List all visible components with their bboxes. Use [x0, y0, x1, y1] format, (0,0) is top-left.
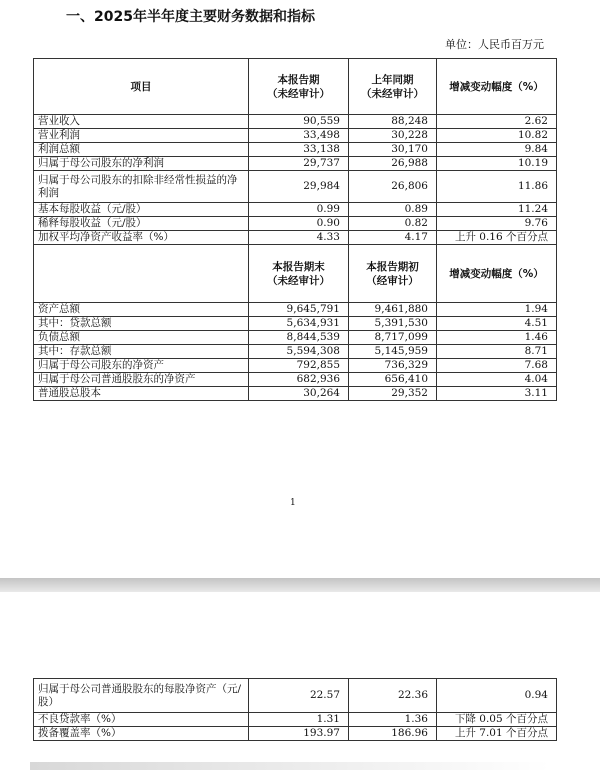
table-row [34, 387, 557, 401]
row-label: 加权平均净资产收益率（%） [34, 231, 249, 245]
row-value-prior: 30,170 [349, 143, 437, 157]
table-row [34, 679, 557, 713]
row-label: 其中：贷款总额 [34, 317, 249, 331]
table-header-row [34, 245, 557, 303]
row-value-current: 90,559 [249, 115, 349, 129]
table-header-row [34, 59, 557, 115]
row-value-current: 9,645,791 [249, 303, 349, 317]
row-value-change: 1.94 [437, 303, 557, 317]
unit-label: 单位：人民币百万元 [445, 38, 544, 51]
row-label: 不良贷款率（%） [34, 713, 249, 727]
section-title: 一、2025年半年度主要财务数据和指标 [66, 9, 315, 25]
header-line: 本报告期 （未经审计） [267, 73, 330, 100]
table-row [34, 713, 557, 727]
table-row [34, 217, 557, 231]
table-row [34, 345, 557, 359]
financial-data-table [33, 58, 557, 401]
table-row [34, 115, 557, 129]
row-value-current: 0.90 [249, 217, 349, 231]
row-value-current: 4.33 [249, 231, 349, 245]
row-value-prior: 30,228 [349, 129, 437, 143]
header-line: 本报告期初 （经审计） [366, 260, 419, 287]
row-value-prior: 5,391,530 [349, 317, 437, 331]
header-period-end [249, 245, 349, 303]
row-value-current: 193.97 [249, 727, 349, 741]
table-row [34, 203, 557, 217]
row-value-current: 792,855 [249, 359, 349, 373]
table-row [34, 331, 557, 345]
row-label: 归属于母公司普通股股东的净资产 [34, 373, 249, 387]
row-value-prior: 0.82 [349, 217, 437, 231]
header-change: 增减变动幅度（%） [437, 245, 557, 303]
row-value-change: 9.84 [437, 143, 557, 157]
page-separator [0, 578, 600, 592]
row-value-current: 8,844,539 [249, 331, 349, 345]
row-value-current: 0.99 [249, 203, 349, 217]
row-value-change: 上升 7.01 个百分点 [437, 727, 557, 741]
table-row [34, 317, 557, 331]
row-value-prior: 8,717,099 [349, 331, 437, 345]
row-value-prior: 186.96 [349, 727, 437, 741]
header-empty-cell [34, 245, 249, 303]
header-line: 上年同期 （未经审计） [361, 73, 424, 100]
table-row [34, 143, 557, 157]
row-label: 归属于母公司股东的扣除非经常性损益的净利润 [34, 171, 249, 203]
table-row [34, 231, 557, 245]
row-label: 营业利润 [34, 129, 249, 143]
row-value-current: 33,138 [249, 143, 349, 157]
row-value-change: 11.24 [437, 203, 557, 217]
row-value-change: 7.68 [437, 359, 557, 373]
table-row [34, 359, 557, 373]
row-value-change: 3.11 [437, 387, 557, 401]
row-value-change: 下降 0.05 个百分点 [437, 713, 557, 727]
table-row [34, 157, 557, 171]
row-value-change: 10.19 [437, 157, 557, 171]
header-change: 增减变动幅度（%） [437, 59, 557, 115]
row-value-prior: 0.89 [349, 203, 437, 217]
row-label: 稀释每股收益（元/股） [34, 217, 249, 231]
row-value-current: 5,634,931 [249, 317, 349, 331]
row-label: 营业收入 [34, 115, 249, 129]
header-item: 项目 [34, 59, 249, 115]
header-prior-period [349, 59, 437, 115]
row-value-change: 9.76 [437, 217, 557, 231]
row-label: 归属于母公司普通股股东的每股净资产（元/股） [34, 679, 249, 713]
header-period-start [349, 245, 437, 303]
row-label: 基本每股收益（元/股） [34, 203, 249, 217]
row-value-current: 1.31 [249, 713, 349, 727]
row-value-current: 30,264 [249, 387, 349, 401]
row-value-change: 1.46 [437, 331, 557, 345]
row-label: 利润总额 [34, 143, 249, 157]
row-value-current: 29,984 [249, 171, 349, 203]
row-label: 资产总额 [34, 303, 249, 317]
row-value-change: 11.86 [437, 171, 557, 203]
row-value-prior: 5,145,959 [349, 345, 437, 359]
row-value-change: 4.51 [437, 317, 557, 331]
row-value-change: 2.62 [437, 115, 557, 129]
row-value-prior: 656,410 [349, 373, 437, 387]
row-value-prior: 29,352 [349, 387, 437, 401]
row-value-prior: 22.36 [349, 679, 437, 713]
row-label: 拨备覆盖率（%） [34, 727, 249, 741]
row-value-current: 682,936 [249, 373, 349, 387]
row-label: 归属于母公司股东的净利润 [34, 157, 249, 171]
row-label: 普通股总股本 [34, 387, 249, 401]
row-value-prior: 736,329 [349, 359, 437, 373]
row-value-prior: 9,461,880 [349, 303, 437, 317]
row-value-change: 0.94 [437, 679, 557, 713]
row-value-change: 上升 0.16 个百分点 [437, 231, 557, 245]
row-value-change: 8.71 [437, 345, 557, 359]
table-row [34, 727, 557, 741]
row-value-prior: 4.17 [349, 231, 437, 245]
row-label: 负债总额 [34, 331, 249, 345]
row-value-prior: 1.36 [349, 713, 437, 727]
row-value-change: 4.04 [437, 373, 557, 387]
row-label: 归属于母公司股东的净资产 [34, 359, 249, 373]
next-text-fade [30, 762, 550, 770]
row-value-current: 33,498 [249, 129, 349, 143]
table-row [34, 373, 557, 387]
row-value-prior: 88,248 [349, 115, 437, 129]
row-value-current: 29,737 [249, 157, 349, 171]
page-number: 1 [290, 498, 296, 508]
row-value-current: 22.57 [249, 679, 349, 713]
financial-data-table-continued [33, 678, 557, 741]
row-value-change: 10.82 [437, 129, 557, 143]
header-current-period [249, 59, 349, 115]
row-value-current: 5,594,308 [249, 345, 349, 359]
table-row [34, 129, 557, 143]
row-value-prior: 26,988 [349, 157, 437, 171]
table-row [34, 303, 557, 317]
header-line: 本报告期末 （未经审计） [267, 260, 330, 287]
row-label: 其中：存款总额 [34, 345, 249, 359]
table-row [34, 171, 557, 203]
row-value-prior: 26,806 [349, 171, 437, 203]
